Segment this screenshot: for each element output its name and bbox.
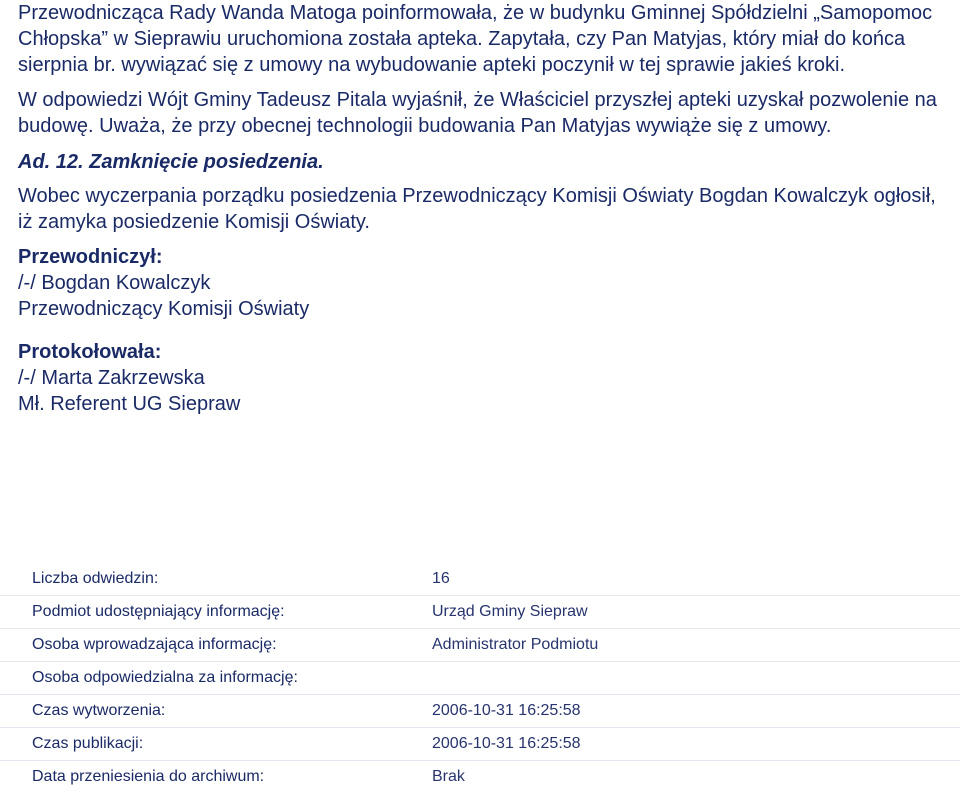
- paragraph-pharmacy-question: Przewodnicząca Rady Wanda Matoga poinformowała, że w budynku Gminnej Spółdzielni „Samopomoc Chłopska” w Sieprawiu uruchomiona została apteka. Zapytała, czy Pan Matyjas, który miał do końca sierpnia br. wywiązać się z umowy na wybudowanie apteki poczynił w tej sprawie jakieś kroki.: [18, 2, 933, 76]
- metadata-row-publisher: [0, 596, 960, 629]
- metadata-value: Urząd Gminy Siepraw: [432, 596, 960, 629]
- document-body: [18, 0, 948, 417]
- metadata-label: Liczba odwiedzin:: [0, 563, 432, 596]
- signature-recorder-role: Mł. Referent UG Siepraw: [18, 393, 241, 415]
- metadata-value: Administrator Podmiotu: [432, 629, 960, 662]
- metadata-value: 16: [432, 563, 960, 596]
- signature-chair-label: Przewodniczył:: [18, 246, 163, 268]
- metadata-label: Osoba wprowadzająca informację:: [0, 629, 432, 662]
- metadata-label: Podmiot udostępniający informację:: [0, 596, 432, 629]
- signature-recorder-label: Protokołowała:: [18, 341, 162, 363]
- metadata-label: Czas wytworzenia:: [0, 695, 432, 728]
- metadata-row-published: [0, 728, 960, 761]
- metadata-table: [0, 563, 960, 793]
- metadata-label: Osoba odpowiedzialna za informację:: [0, 662, 432, 695]
- metadata-row-entered-by: [0, 629, 960, 662]
- agenda-item-heading: Ad. 12. Zamknięcie posiedzenia.: [18, 151, 324, 173]
- signature-chair-name: /-/ Bogdan Kowalczyk: [18, 272, 211, 294]
- metadata-row-created: [0, 695, 960, 728]
- signature-recorder-name: /-/ Marta Zakrzewska: [18, 367, 205, 389]
- metadata-value: 2006-10-31 16:25:58: [432, 728, 960, 761]
- metadata-label: Data przeniesienia do archiwum:: [32, 768, 265, 785]
- metadata-value: Brak: [432, 768, 465, 785]
- metadata-row-archived: [0, 761, 960, 794]
- signature-chair-role: Przewodniczący Komisji Oświaty: [18, 298, 310, 320]
- paragraph-closing: Wobec wyczerpania porządku posiedzenia Przewodniczący Komisji Oświaty Bogdan Kowalczyk ogłosił, iż zamyka posiedzenie Komisji Oświaty.: [18, 185, 936, 233]
- metadata-value: 2006-10-31 16:25:58: [432, 695, 960, 728]
- signature-recorder: [18, 339, 948, 417]
- metadata-row-responsible: [0, 662, 960, 695]
- signature-chair: [18, 244, 948, 322]
- metadata-label: Czas publikacji:: [0, 728, 432, 761]
- metadata-row-visits: [0, 563, 960, 596]
- paragraph-mayor-answer: W odpowiedzi Wójt Gminy Tadeusz Pitala wyjaśnił, że Właściciel przyszłej apteki uzyskał pozwolenie na budowę. Uważa, że przy obecnej technologii budowania Pan Matyjas wywiąże się z umowy.: [18, 89, 937, 137]
- metadata-value: [432, 662, 960, 695]
